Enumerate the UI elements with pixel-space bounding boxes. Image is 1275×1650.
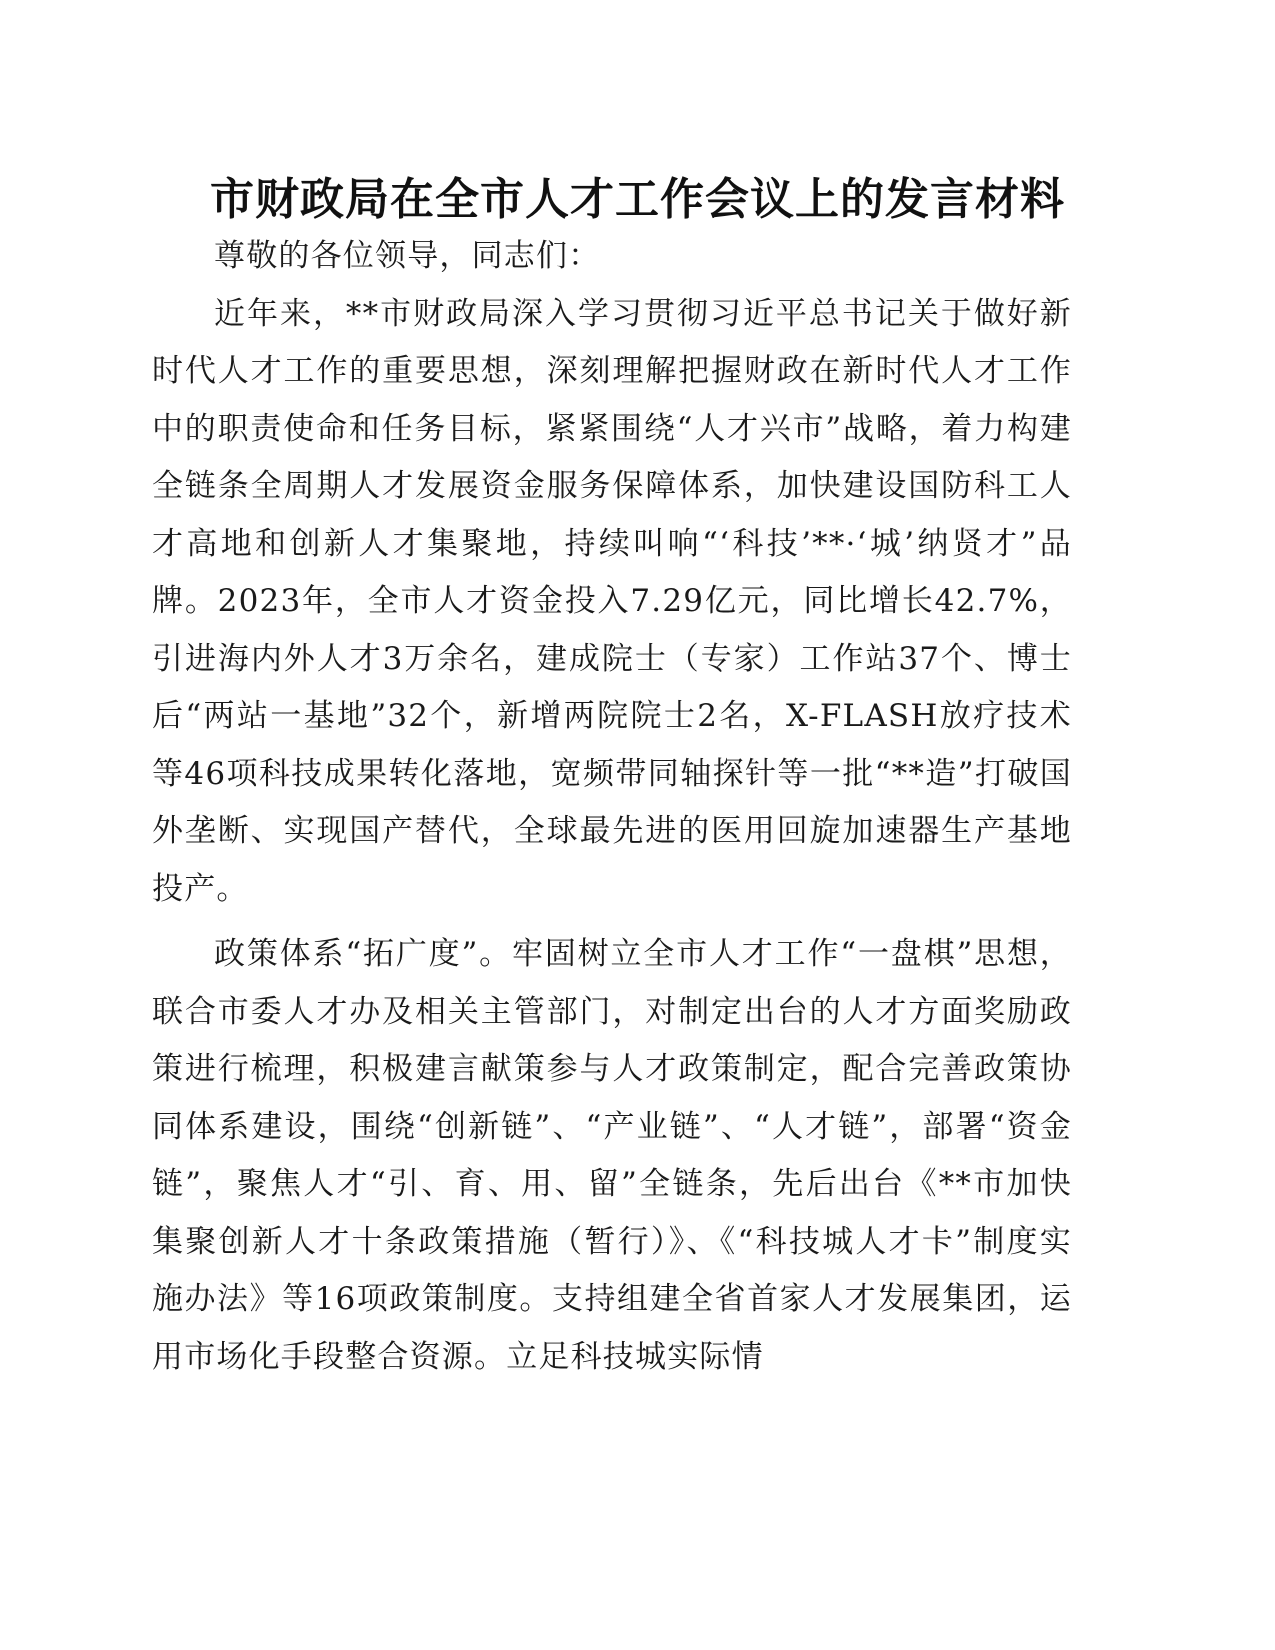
paragraph-1: 近年来，**市财政局深入学习贯彻习近平总书记关于做好新时代人才工作的重要思想，深刻理解把握财政在新时代人才工作中的职责使命和任务目标，紧紧围绕“人才兴市”战略，着力构建全链条全周期人才发展资金服务保障体系，加快建设国防科工人才高地和创新人才集聚地，持续叫响“‘科技’**·‘城’纳贤才”品牌。2023年，全市人才资金投入7.29亿元，同比增长42.7%，引进海内外人才3万余名，建成院士（专家）工作站37个、博士后“两站一基地”32个，新增两院院士2名，X-FLASH放疗技术等46项科技成果转化落地，宽频带同轴探针等一批“**造”打破国外垄断、实现国产替代，全球最先进的医用回旋加速器生产基地投产。: [152, 295, 1072, 907]
salutation: 尊敬的各位领导，同志们：: [214, 238, 601, 274]
document-title: 市财政局在全市人才工作会议上的发言材料: [210, 174, 1065, 225]
paragraph-2: 政策体系“拓广度”。牢固树立全市人才工作“一盘棋”思想，联合市委人才办及相关主管部门，对制定出台的人才方面奖励政策进行梳理，积极建言献策参与人才政策制定，配合完善政策协同体系建设，围绕“创新链”、“产业链”、“人才链”，部署“资金链”，聚焦人才“引、育、用、留”全链条，先后出台《**市加快集聚创新人才十条政策措施（暂行）》、《“科技城人才卡”制度实施办法》等16项政策制度。支持组建全省首家人才发展集团，运用市场化手段整合资源。立足科技城实际情: [152, 936, 1072, 1375]
document-body: [152, 228, 1072, 1386]
